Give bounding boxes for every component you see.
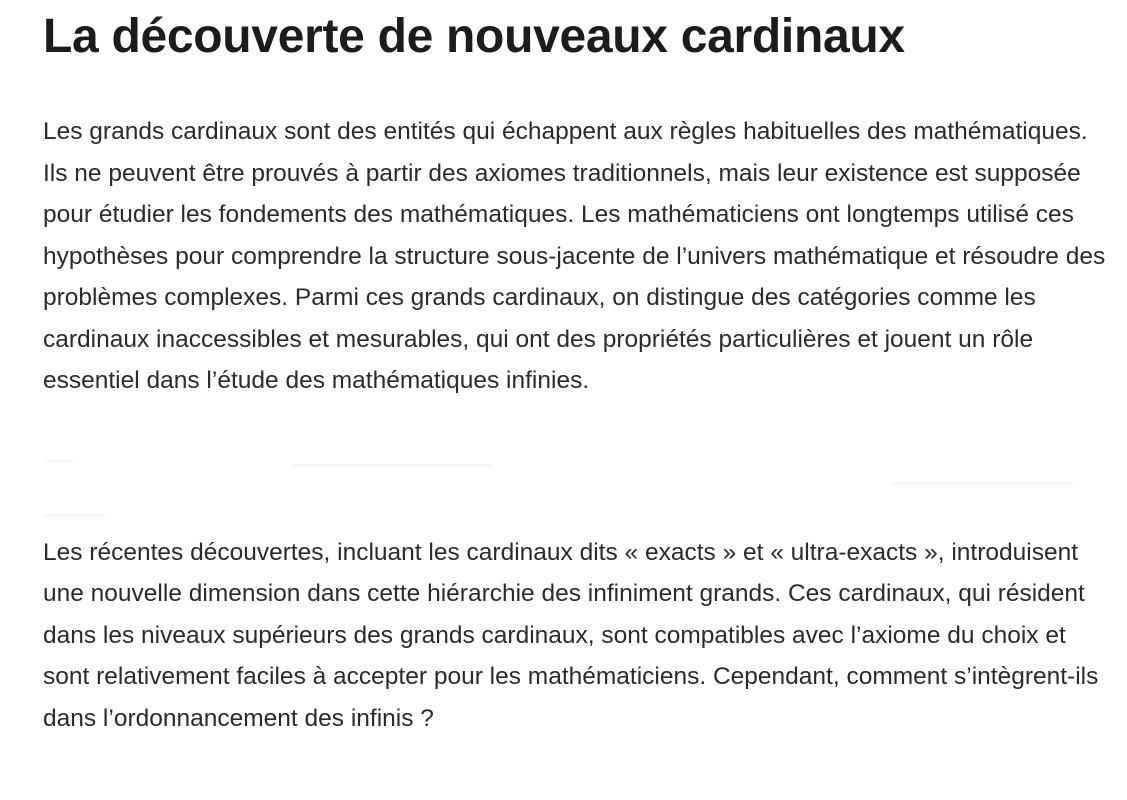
article-paragraph-2: Les récentes découvertes, incluant les cardinaux dits « exacts » et « ultra-exacts », introduisent une nouvelle dimension dans cette hiérarchie des infiniment grands. Ces cardinaux, qui résident dans les niveaux supérieurs des grands cardinaux, sont compatibles avec l’axiome du choix et sont relativement faciles à accepter pour les mathématiciens. Cependant, comment s’intègrent-ils dans l’ordonnancement des infinis ? (43, 538, 1099, 732)
article-title: La découverte de nouveaux cardinaux (43, 10, 905, 63)
article (43, 0, 1107, 739)
article-paragraph-1: Les grands cardinaux sont des entités qui échappent aux règles habituelles des mathématiques. Ils ne peuvent être prouvés à partir des axiomes traditionnels, mais leur existence est supposée pour étudier les fondements des mathématiques. Les mathématiciens ont longtemps utilisé ces hypothèses pour comprendre la structure sous-jacente de l’univers mathématique et résoudre des problèmes complexes. Parmi ces grands cardinaux, on distingue des catégories comme les cardinaux inaccessibles et mesurables, qui ont des propriétés particulières et jouent un rôle essentiel dans l’étude des mathématiques infinies. (43, 118, 1106, 394)
ghost-line (893, 482, 1073, 485)
ghost-line (45, 514, 105, 517)
ghost-line (45, 460, 73, 463)
ghost-line (293, 464, 493, 467)
faded-content-gap (43, 402, 1107, 532)
